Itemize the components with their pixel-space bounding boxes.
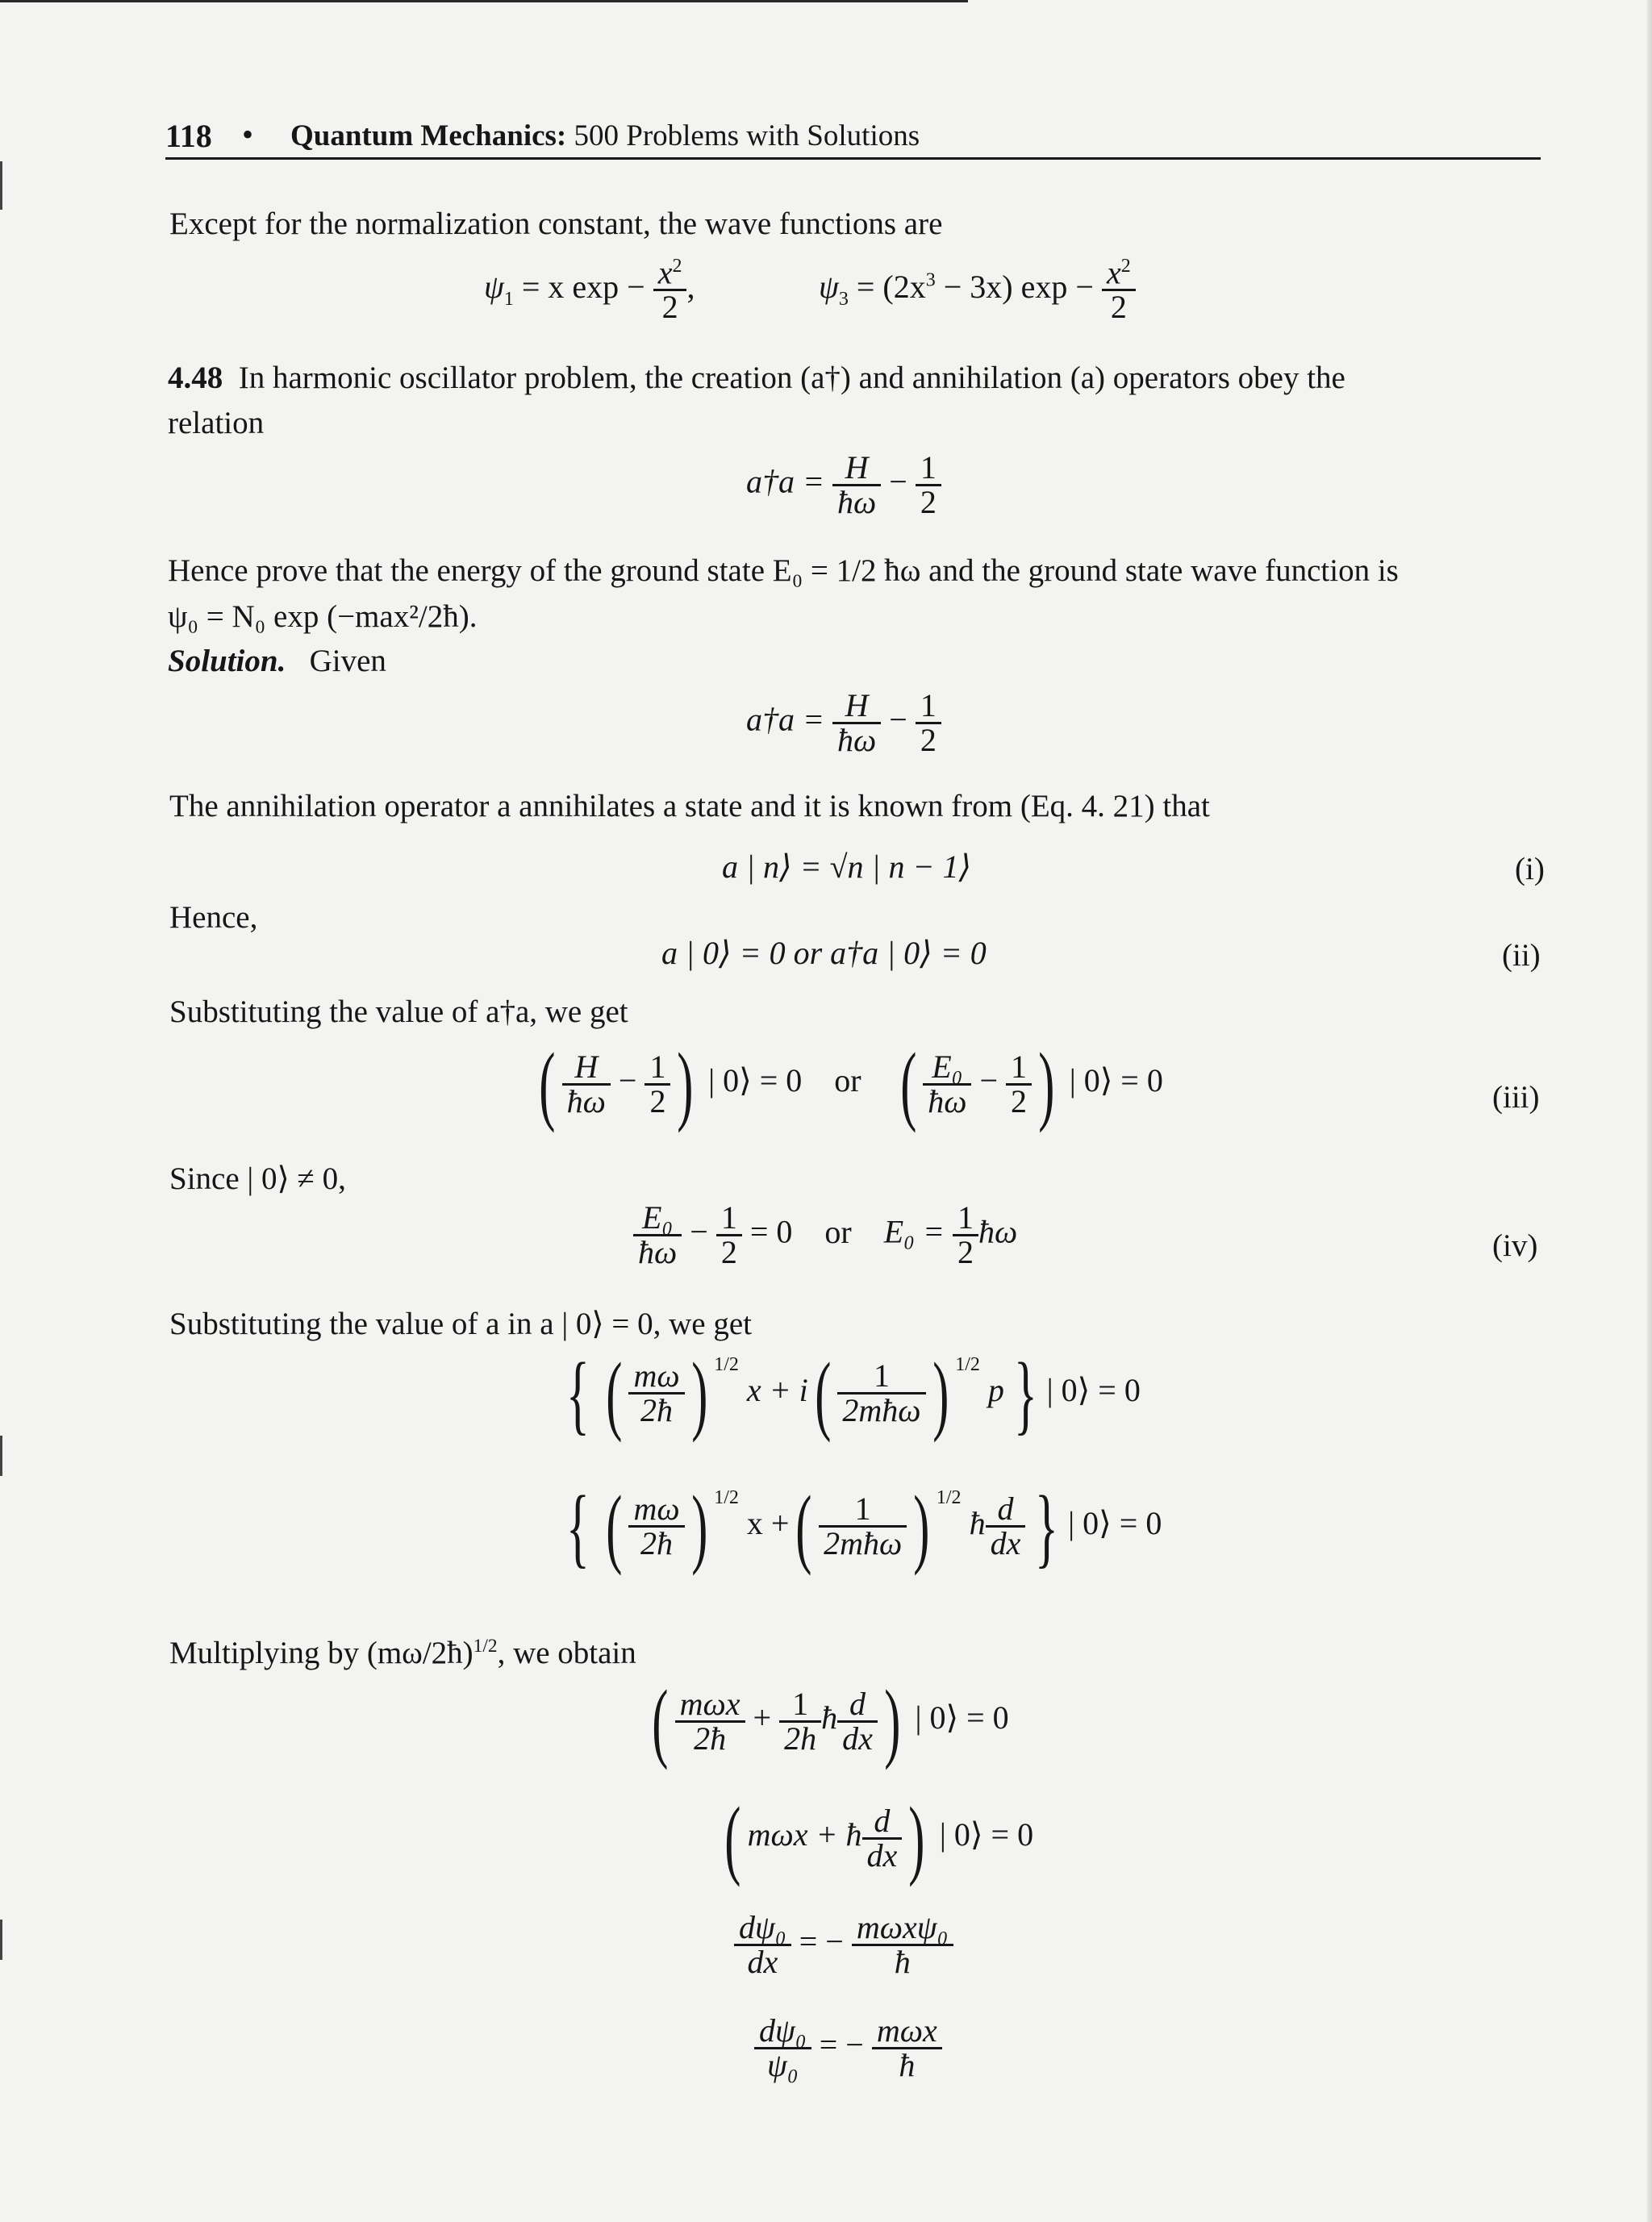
since-text: Since | 0⟩ ≠ 0,	[169, 1161, 346, 1196]
wavefunction-psi3: $\psi_3 = (2x^3 - 3x) \exp$ − $\frac{x^2}{2}$	[819, 256, 1136, 323]
equation-c: ( $\frac{\text{mωx}}{2ħ}$ + $\frac{1}{2h}$ ħ $\frac{d}{dx}$ ) | 0⟩ = 0	[652, 1672, 1009, 1770]
running-header	[165, 117, 1541, 165]
equation-iv: $\frac{\text{E₀}}{ħ\omega}$ − $\frac{1}{2}$ = 0 or E₀ = $\frac{1}{2}$ ħω	[633, 1202, 1017, 1269]
page-number: 118	[165, 118, 212, 154]
intro-text: Except for the normalization constant, the wave functions are	[169, 206, 943, 241]
equation-a-operator: { ( $\frac{m\omega}{2ħ}$ ) $^{1/2}$ x + i( $\frac{1}{\text{2mħω}}$ ) $^{1/2}$ p } | 0⟩ = 0	[565, 1344, 1141, 1443]
book-title-rest: 500 Problems with Solutions	[574, 119, 920, 152]
scan-top-edge	[0, 0, 968, 2]
equation-number-i: (i)	[1515, 852, 1545, 886]
book-title-bold: Quantum Mechanics:	[290, 119, 567, 152]
book-title	[290, 119, 920, 153]
multiplying-text: Multiplying by (mω/2ħ)$^{1/2}$, we obtain	[169, 1636, 636, 1670]
problem-line-1: 4.48 In harmonic oscillator problem, the creation (a†) and annihilation (a) operators obey the	[168, 361, 1345, 395]
equation-iii: ( $\frac{H}{ħ\omega}$ − $\frac{1}{2}$ ) | 0⟩ = 0 or ( $\frac{\text{E₀}}{ħ\omega}$ − $\frac{1}{2}$ ) | 0⟩ = 0	[539, 1035, 1163, 1133]
equation-f: $\frac{\text{dψ₀}}{\text{ψ₀}}$ = − $\frac{\text{mωx}}{ħ}$	[754, 2015, 942, 2082]
header-separator: •	[242, 116, 254, 152]
page-edge-shadow	[1647, 0, 1652, 2222]
problem-number: 4.48	[168, 361, 223, 395]
hence-text: Hence,	[169, 900, 258, 935]
problem-line-2: relation	[168, 406, 265, 440]
equation-number-ii: (ii)	[1502, 938, 1541, 973]
scan-margin-mark	[0, 1920, 2, 1960]
solution-heading	[168, 645, 386, 677]
equation-number-iii: (iii)	[1492, 1080, 1540, 1115]
equation-b-position: { ( $\frac{m\omega}{2ħ}$ ) $^{1/2}$ x +( $\frac{1}{\text{2mħω}}$ ) $^{1/2}$ ħ $\frac{d}{dx}$ } | 0⟩ = 0	[565, 1477, 1162, 1576]
equation-d: ( mωx + ħ $\frac{d}{dx}$ ) | 0⟩ = 0	[724, 1789, 1034, 1887]
solution-label: Solution.	[168, 644, 286, 678]
given-relation-equation: a†a = $\frac{H}{ħ\omega}$ − $\frac{1}{2}$	[746, 690, 941, 757]
header-rule	[165, 157, 1541, 160]
annihilation-text: The annihilation operator a annihilates a state and it is known from (Eq. 4. 21) that	[169, 789, 1210, 823]
substituting-text-1: Substituting the value of a†a, we get	[169, 994, 628, 1029]
solution-given: Given	[309, 644, 386, 678]
equation-ii: a | 0⟩ = 0 or a†a | 0⟩ = 0	[661, 935, 987, 971]
equation-i: a | n⟩ = √n | n − 1⟩	[722, 848, 972, 885]
wavefunction-psi1: $\psi_1 = x$ exp − $\frac{x^2}{2}$ ,	[484, 254, 695, 326]
relation-equation: a†a = $\frac{H}{ħ\omega}$ − $\frac{1}{2}$	[746, 452, 941, 519]
scan-margin-mark	[0, 1436, 2, 1476]
equation-e: $\frac{\text{dψ₀}}{dx}$ = − $\frac{\text{mωxψ₀}}{ħ}$	[734, 1911, 953, 1978]
equation-number-iv: (iv)	[1492, 1228, 1538, 1263]
problem-line-3: Hence prove that the energy of the ground state E₀ = 1/2 ħω and the ground state wave function is	[168, 553, 1399, 588]
scan-margin-mark	[0, 161, 2, 210]
substituting-text-2: Substituting the value of a in a | 0⟩ = 0, we get	[169, 1307, 752, 1341]
problem-line-4: ψ₀ = N₀ exp (−max²/2ħ).	[168, 599, 478, 634]
